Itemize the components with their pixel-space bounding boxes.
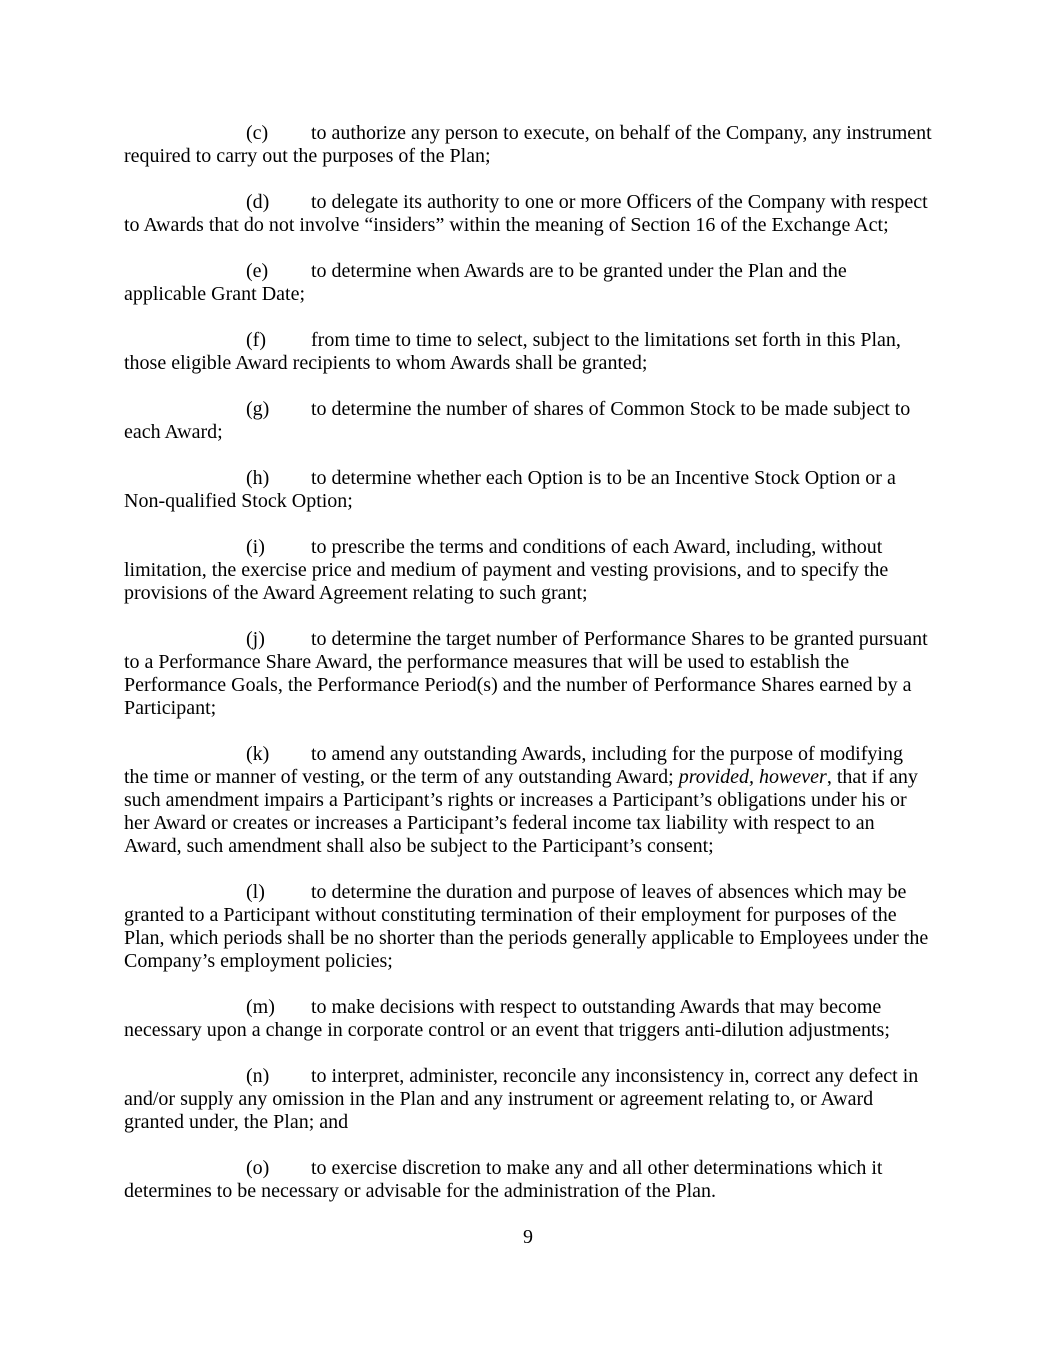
first-line-indent xyxy=(124,276,246,277)
list-item-l xyxy=(124,881,932,973)
list-item-g xyxy=(124,398,932,444)
first-line-indent xyxy=(124,414,246,415)
list-item-label: (n) xyxy=(246,1065,270,1087)
list-item-text: to delegate its authority to one or more Officers of the Company with respect to Awards that do not involve “insiders” within the meaning of Section 16 of the Exchange Act; xyxy=(124,191,928,236)
first-line-indent xyxy=(124,1081,246,1082)
list-item-text: to interpret, administer, reconcile any inconsistency in, correct any defect in and/or supply any omission in the Plan and any instrument or agreement relating to, or Award granted under, the Plan; and xyxy=(124,1065,919,1133)
list-item-text: to determine the duration and purpose of leaves of absences which may be granted to a Participant without constituting termination of their employment for purposes of the Plan, which periods shall be no shorter than the periods generally applicable to Employees under the Company’s employment policies; xyxy=(124,881,929,972)
first-line-indent xyxy=(124,207,246,208)
first-line-indent xyxy=(124,552,246,553)
list-item-o xyxy=(124,1157,932,1203)
list-item-label: (d) xyxy=(246,191,270,213)
list-item-text: from time to time to select, subject to the limitations set forth in this Plan, those eligible Award recipients to whom Awards shall be granted; xyxy=(124,329,901,374)
list-item-label: (e) xyxy=(246,260,269,282)
list-item-text: to determine the number of shares of Common Stock to be made subject to each Award; xyxy=(124,398,911,443)
list-item-label: (h) xyxy=(246,467,270,489)
list-item-text: to determine when Awards are to be granted under the Plan and the applicable Grant Date; xyxy=(124,260,847,305)
first-line-indent xyxy=(124,644,246,645)
list-item-text: to authorize any person to execute, on behalf of the Company, any instrument required to carry out the purposes of the Plan; xyxy=(124,122,932,167)
list-item-d xyxy=(124,191,932,237)
list-item-text: , that if any such amendment impairs a Participant’s rights or increases a Participant’s obligations under his or her Award or creates or increases a Participant’s federal income tax liability with respect to an Award, such amendment shall also be subject to the Participant’s consent; xyxy=(124,766,918,857)
list-item-label: (j) xyxy=(246,628,265,650)
list-item-text: to prescribe the terms and conditions of each Award, including, without limitation, the exercise price and medium of payment and vesting provisions, and to specify the provisions of the Award Agreement relating to such grant; xyxy=(124,536,889,604)
list-item-i xyxy=(124,536,932,605)
list-item-j xyxy=(124,628,932,720)
list-item-text: to determine the target number of Performance Shares to be granted pursuant to a Performance Share Award, the performance measures that will be used to establish the Performance Goals, the Performance Period(s) and the number of Performance Shares earned by a Participant; xyxy=(124,628,928,719)
list-item-n xyxy=(124,1065,932,1134)
first-line-indent xyxy=(124,483,246,484)
first-line-indent xyxy=(124,1012,246,1013)
list-item-label: (g) xyxy=(246,398,270,420)
page-number: 9 xyxy=(523,1226,533,1248)
list-item-label: (l) xyxy=(246,881,265,903)
list-item-text-italic: provided, however xyxy=(678,766,827,788)
list-item-c xyxy=(124,122,932,168)
list-item-e xyxy=(124,260,932,306)
first-line-indent xyxy=(124,759,246,760)
list-item-label: (c) xyxy=(246,122,269,144)
first-line-indent xyxy=(124,138,246,139)
list-item-text: to determine whether each Option is to be an Incentive Stock Option or a Non-qualified Stock Option; xyxy=(124,467,896,512)
list-item-label: (f) xyxy=(246,329,266,351)
list-item-label: (o) xyxy=(246,1157,270,1179)
list-item-k xyxy=(124,743,932,858)
list-item-m xyxy=(124,996,932,1042)
list-item-text: to amend any outstanding Awards, including for the purpose of modifying the time or manner of vesting, or the term of any outstanding Award; xyxy=(124,743,903,788)
list-item-label: (i) xyxy=(246,536,265,558)
first-line-indent xyxy=(124,1173,246,1174)
list-item-text: to exercise discretion to make any and all other determinations which it determines to be necessary or advisable for the administration of the Plan. xyxy=(124,1157,883,1202)
first-line-indent xyxy=(124,345,246,346)
list-item-h xyxy=(124,467,932,513)
list-item-text: to make decisions with respect to outstanding Awards that may become necessary upon a change in corporate control or an event that triggers anti-dilution adjustments; xyxy=(124,996,890,1041)
list-item-label: (m) xyxy=(246,996,275,1018)
list-item-f xyxy=(124,329,932,375)
list-item-label: (k) xyxy=(246,743,270,765)
first-line-indent xyxy=(124,897,246,898)
